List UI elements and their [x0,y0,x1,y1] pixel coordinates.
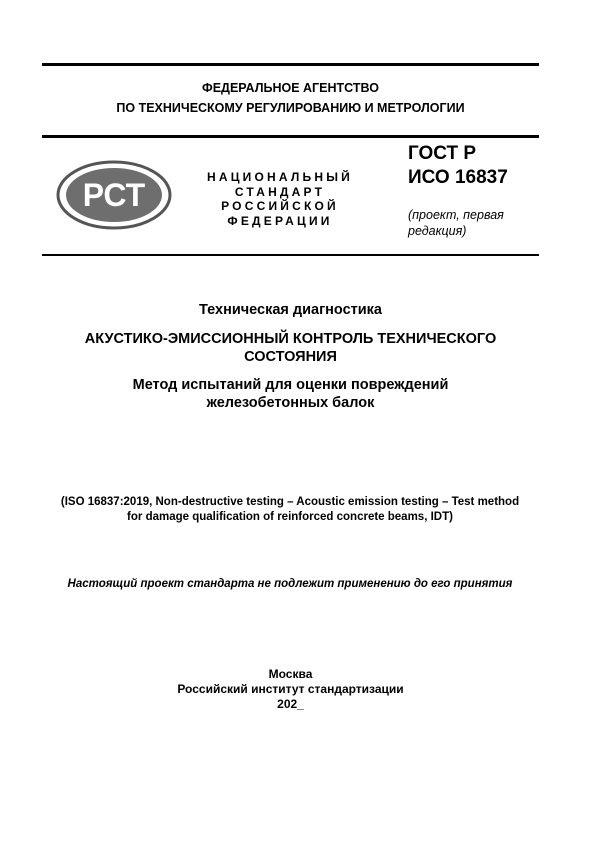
rst-logo-icon [56,160,172,230]
agency-line-1: ФЕДЕРАЛЬНОЕ АГЕНТСТВО [202,81,379,95]
iso-reference-line-1: (ISO 16837:2019, Non-destructive testing – Acoustic emission testing – Test method [60,496,520,508]
draft-status-line-1: (проект, первая [408,208,504,222]
designation-line-1: ГОСТ Р [408,143,477,164]
natstd-line-1: НАЦИОНАЛЬНЫЙ [206,170,354,184]
title-sub-line-1: Метод испытаний для оценки повреждений [132,377,449,393]
imprint-publisher: Российский институт стандартизации [177,682,404,696]
title-main [42,330,539,366]
top-rule [42,63,539,66]
designation-rule [42,254,539,256]
title-sub-line-2: железобетонных балок [206,395,375,411]
title-sub [42,376,539,412]
header-rule [42,135,539,138]
iso-reference-line-2: for damage qualification of reinforced concrete beams, IDT) [127,511,453,523]
natstd-line-3: РОССИЙСКОЙ [221,199,339,213]
draft-notice: Настоящий проект стандарта не подлежит применению до его принятия [67,578,513,590]
natstd-line-2: СТАНДАРТ [234,184,326,199]
document-title [42,301,539,412]
draft-status [408,207,504,239]
agency-line-2: ПО ТЕХНИЧЕСКОМУ РЕГУЛИРОВАНИЮ И МЕТРОЛОГИИ [116,101,465,115]
standard-designation [408,142,508,190]
iso-reference [30,495,550,525]
title-main-line-1: АКУСТИКО-ЭМИССИОННЫЙ КОНТРОЛЬ ТЕХНИЧЕСКОГО [84,331,497,347]
designation-line-2: ИСО 16837 [408,167,508,188]
title-main-line-2: СОСТОЯНИЯ [244,349,337,365]
draft-status-line-2: редакция) [408,224,467,238]
logo-text: РСТ [82,177,146,213]
imprint-city: Москва [268,667,313,681]
imprint-year: 202_ [277,697,304,711]
national-standard-label [200,170,360,228]
title-topic: Техническая диагностика [199,302,382,318]
agency-name [42,78,539,118]
imprint [42,667,539,712]
natstd-line-4: ФЕДЕРАЦИИ [227,213,333,228]
